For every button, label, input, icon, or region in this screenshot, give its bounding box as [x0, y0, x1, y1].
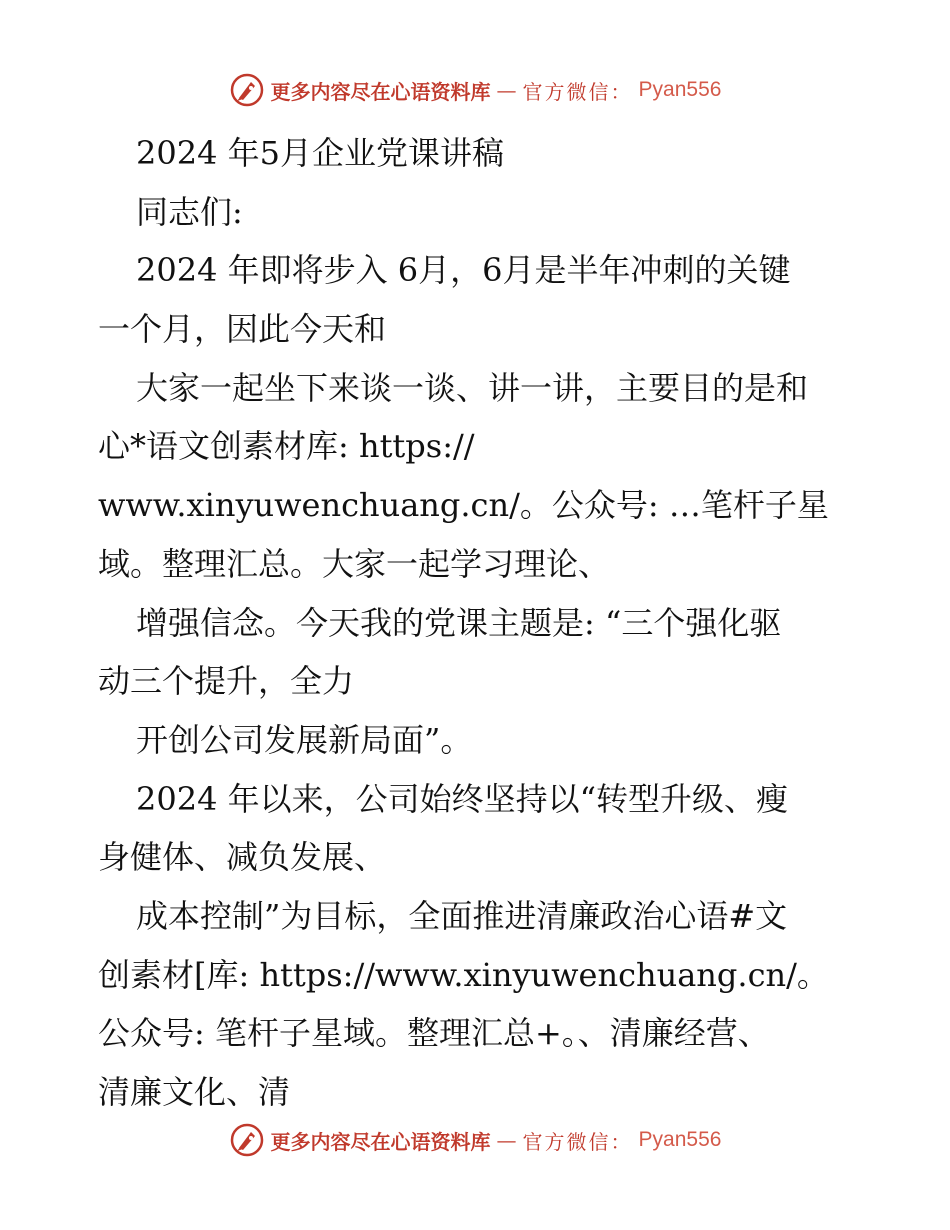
banner-wechat-label: 官方微信： — [522, 79, 633, 104]
text-line: 开创公司发展新局面”。 — [136, 720, 473, 759]
text-line: 创素材[库: https://www.xinyuwenchuang.cn/。 — [98, 955, 829, 994]
banner-separator: — — [496, 1128, 517, 1152]
text-line: 域。整理汇总。大家一起学习理论、 — [98, 544, 611, 583]
banner-site-name: 更多内容尽在心语资料库 — [270, 79, 491, 104]
header-watermark-banner — [0, 70, 950, 110]
banner-separator: — — [496, 78, 517, 102]
text-line: www.xinyuwenchuang.cn/。公众号: …笔杆子星 — [98, 486, 829, 525]
banner-site-name: 更多内容尽在心语资料库 — [270, 1129, 491, 1154]
text-line: 身健体、减负发展、 — [98, 838, 387, 877]
text-line: 一个月，因此今天和 — [98, 310, 387, 349]
banner-wechat-id: Pyan556 — [638, 78, 722, 101]
text-line: 2024 年以来，公司始终坚持以“转型升级、瘦 — [136, 779, 788, 818]
text-line: 清廉文化、清 — [98, 1073, 291, 1111]
salutation: 同志们: — [136, 192, 243, 231]
banner-wechat-id: Pyan556 — [638, 1128, 722, 1151]
text-line: 公众号: 笔杆子星域。整理汇总+。、清廉经营、 — [98, 1014, 770, 1053]
text-line: 增强信念。今天我的党课主题是: “三个强化驱 — [136, 603, 782, 642]
pen-nib-logo-icon — [229, 72, 265, 108]
text-line: 成本控制”为目标，全面推进清廉政治心语#文 — [136, 896, 788, 935]
text-line: 动三个提升，全力 — [98, 662, 355, 701]
pen-nib-logo-icon — [229, 1122, 265, 1158]
document-title: 2024 年5月企业党课讲稿 — [136, 134, 504, 172]
text-line: 大家一起坐下来谈一谈、讲一讲，主要目的是和 — [136, 368, 809, 407]
text-line: 心*语文创素材库: https:// — [98, 427, 475, 466]
text-line: 2024 年即将步入 6月，6月是半年冲刺的关键 — [136, 251, 791, 290]
banner-wechat-label: 官方微信： — [522, 1129, 633, 1154]
document-body — [98, 124, 888, 1122]
footer-watermark-banner — [0, 1120, 950, 1160]
